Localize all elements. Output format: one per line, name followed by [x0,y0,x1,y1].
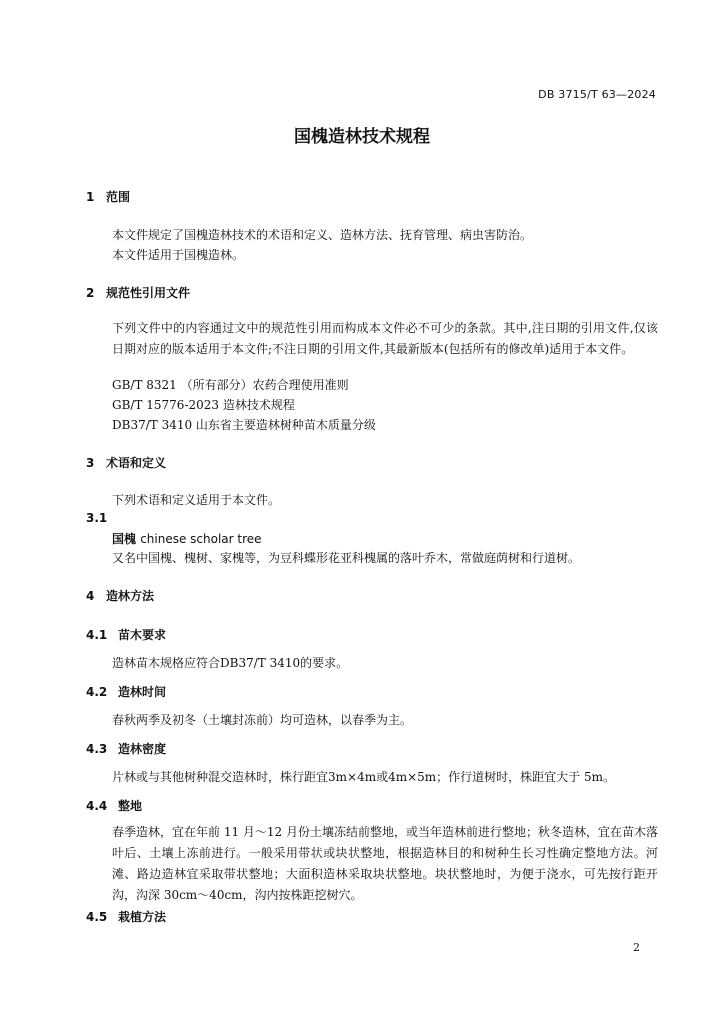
subsection-number: 4.1 [86,628,108,642]
term-english: chinese scholar tree [140,532,262,546]
section-1-heading [86,188,130,205]
subsection-number: 4.4 [86,799,108,813]
subsection-4-4-heading [86,797,142,814]
reference-item: GB/T 8321 （所有部分）农药合理使用准则 [112,378,349,392]
subsection-4-4-text: 春季造林，宜在年前 11 月～12 月份土壤冻结前整地，或当年造林前进行整地；秋冬造林，宜在苗木落叶后、土壤上冻前进行。一般采用带状或块状整地，根据造林目的和树种生长习性确定整地方法。河滩、路边造林宜采取带状整地；大面积造林采取块状整地。块状整地时，为便于浇水，可先按行距开沟，沟深 30cm～40cm，沟内按株距挖树穴。 [112,825,658,902]
document-number: DB 3715/T 63—2024 [538,88,656,101]
section-2-intro [86,318,658,360]
section-title: 造林方法 [106,589,155,603]
subsection-title: 整地 [118,799,143,813]
subsection-number: 4.5 [86,910,108,924]
page-title: 国槐造林技术规程 [294,127,430,147]
section-1-paragraph-1: 本文件规定了国槐造林技术的术语和定义、造林方法、抚育管理、病虫害防治。 [112,228,533,242]
section-4-heading [86,587,154,604]
section-3-intro: 下列术语和定义适用于本文件。 [112,493,281,507]
subsection-4-3-heading [86,740,166,757]
subsection-4-4-paragraph [86,822,658,906]
section-1-paragraph-2: 本文件适用于国槐造林。 [112,248,245,262]
subsection-4-1-text: 造林苗木规格应符合DB37/T 3410的要求。 [112,656,349,670]
section-3-heading [86,454,166,471]
section-number: 3 [86,456,95,470]
term-chinese: 国槐 [112,532,137,546]
subsection-title: 造林密度 [118,742,167,756]
subsection-4-2-text: 春秋两季及初冬（土壤封冻前）均可造林，以春季为主。 [112,713,413,727]
section-title: 规范性引用文件 [106,286,191,300]
subsection-title: 栽植方法 [118,910,167,924]
subsection-title: 苗木要求 [118,628,167,642]
section-title: 术语和定义 [106,456,167,470]
subsection-4-5-heading [86,908,166,925]
section-number: 2 [86,286,95,300]
subsection-title: 造林时间 [118,685,167,699]
subsection-4-3-text: 片林或与其他树种混交造林时，株行距宜3m×4m或4m×5m；作行道树时，株距宜大于 5m。 [112,770,615,784]
subsection-4-1-heading [86,626,166,643]
page-number: 2 [633,941,640,954]
subsection-number: 4.3 [86,742,108,756]
term-heading [112,530,262,547]
section-2-heading [86,284,190,301]
section-number: 1 [86,190,95,204]
reference-item: GB/T 15776-2023 造林技术规程 [112,398,295,412]
term-number: 3.1 [86,511,108,525]
term-definition: 又名中国槐、槐树、家槐等，为豆科蝶形花亚科槐属的落叶乔木，常做庭荫树和行道树。 [112,551,581,565]
section-2-intro-text: 下列文件中的内容通过文中的规范性引用而构成本文件必不可少的条款。其中,注日期的引用文件,仅该日期对应的版本适用于本文件;不注日期的引用文件,其最新版本(包括所有的修改单)适用于本文件。 [112,321,658,356]
subsection-number: 4.2 [86,685,108,699]
subsection-4-2-heading [86,683,166,700]
reference-item: DB37/T 3410 山东省主要造林树种苗木质量分级 [112,418,376,432]
section-number: 4 [86,589,95,603]
section-title: 范围 [106,190,131,204]
